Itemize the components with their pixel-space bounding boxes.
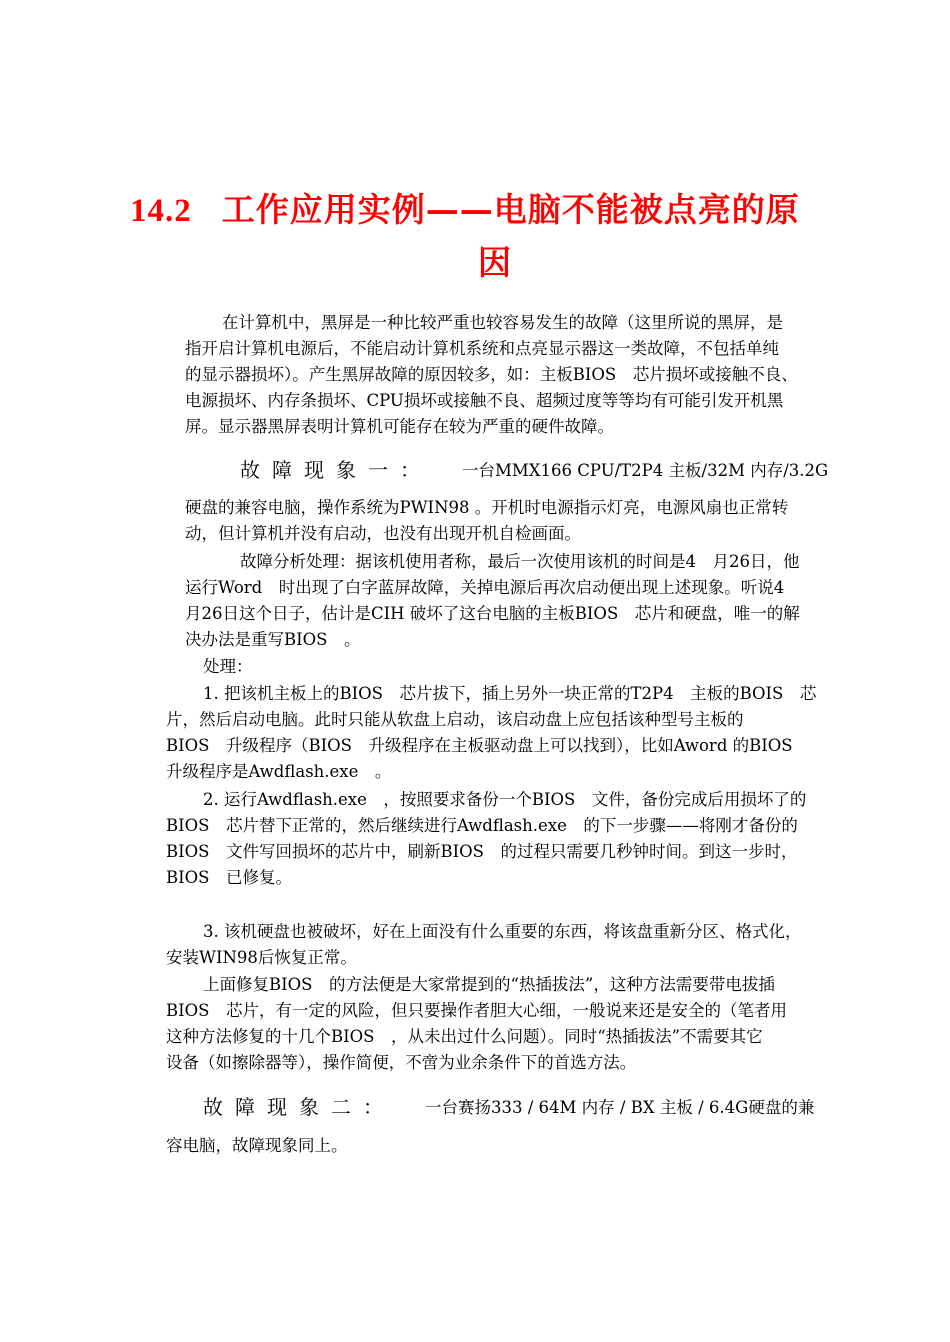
paragraph-line: 硬盘的兼容电脑，操作系统为PWIN98 。开机时电源指示灯亮，电源风扇也正常转 xyxy=(185,498,789,517)
title-line-1: 工作应用实例——电脑不能被点亮的原 xyxy=(221,190,800,229)
paragraph-line: 容电脑，故障现象同上。 xyxy=(166,1136,348,1155)
section-number: 14.2 xyxy=(130,193,192,229)
list-item-line: 1. 把该机主板上的BIOS 芯片拔下，插上另外一块正常的T2P4 主板的BOIS 芯 xyxy=(203,684,817,703)
paragraph-line: 故障分析处理：据该机使用者称，最后一次使用该机的时间是4 月26日，他 xyxy=(240,552,800,571)
list-item-line: BIOS 升级程序（BIOS 升级程序在主板驱动盘上可以找到），比如Aword 的BIOS xyxy=(166,736,793,755)
list-item-line: 3. 该机硬盘也被破坏，好在上面没有什么重要的东西，将该盘重新分区、格式化， xyxy=(203,922,802,941)
fault-heading-1: 故障现象一： xyxy=(240,458,432,482)
paragraph-line: BIOS 芯片，有一定的风险，但只要操作者胆大心细，一般说来还是安全的（笔者用 xyxy=(166,1001,787,1020)
paragraph-line: 这种方法修复的十几个BIOS ，从未出过什么问题）。同时“热插拔法”不需要其它 xyxy=(166,1027,763,1046)
list-item-line: 安装WIN98后恢复正常。 xyxy=(166,948,357,967)
list-item-line: 片，然后启动电脑。此时只能从软盘上启动，该启动盘上应包括该种型号主板的 xyxy=(166,710,744,729)
list-item-line: BIOS 文件写回损坏的芯片中，刷新BIOS 的过程只需要几秒钟时间。到这一步时， xyxy=(166,842,798,861)
title-line-2: 因 xyxy=(478,243,512,282)
list-item-line: BIOS 芯片替下正常的，然后继续进行Awdflash.exe 的下一步骤——将刚才备份的 xyxy=(166,816,798,835)
list-item-line: 2. 运行Awdflash.exe ，按照要求备份一个BIOS 文件，备份完成后用损坏了的 xyxy=(203,790,807,809)
paragraph-line: 动，但计算机并没有启动，也没有出现开机自检画面。 xyxy=(185,524,581,543)
paragraph-line: 运行Word 时出现了白字蓝屏故障，关掉电源后再次启动便出现上述现象。听说4 xyxy=(185,578,785,597)
paragraph-line: 上面修复BIOS 的方法便是大家常提到的“热插拔法”，这种方法需要带电拔插 xyxy=(203,975,775,994)
paragraph-line: 指开启计算机电源后，不能启动计算机系统和点亮显示器这一类故障，不包括单纯 xyxy=(185,339,779,358)
list-item-line: 升级程序是Awdflash.exe 。 xyxy=(166,762,392,781)
paragraph-line: 在计算机中，黑屏是一种比较严重也较容易发生的故障（这里所说的黑屏，是 xyxy=(222,313,783,332)
fault-heading-1-text: 一台MMX166 CPU/T2P4 主板/32M 内存/3.2G xyxy=(462,461,829,480)
paragraph-line: 决办法是重写BIOS 。 xyxy=(185,630,361,649)
paragraph-line: 电源损坏、内存条损坏、CPU损坏或接触不良、超频过度等等均有可能引发开机黑 xyxy=(185,391,784,410)
paragraph-line: 月26日这个日子，估计是CIH 破坏了这台电脑的主板BIOS 芯片和硬盘，唯一的解 xyxy=(185,604,800,623)
fault-heading-2: 故障现象二： xyxy=(203,1095,395,1119)
paragraph-line: 的显示器损坏）。产生黑屏故障的原因较多，如：主板BIOS 芯片损坏或接触不良、 xyxy=(185,365,798,384)
paragraph-line: 屏。显示器黑屏表明计算机可能存在较为严重的硬件故障。 xyxy=(185,417,614,436)
paragraph-line: 设备（如擦除器等），操作简便，不啻为业余条件下的首选方法。 xyxy=(166,1053,637,1072)
list-item-line: BIOS 已修复。 xyxy=(166,868,292,887)
page-title xyxy=(130,187,860,286)
fault-heading-2-text: 一台赛扬333 / 64M 内存 / BX 主板 / 6.4G硬盘的兼 xyxy=(425,1098,815,1117)
paragraph-line: 处理： xyxy=(203,657,253,676)
